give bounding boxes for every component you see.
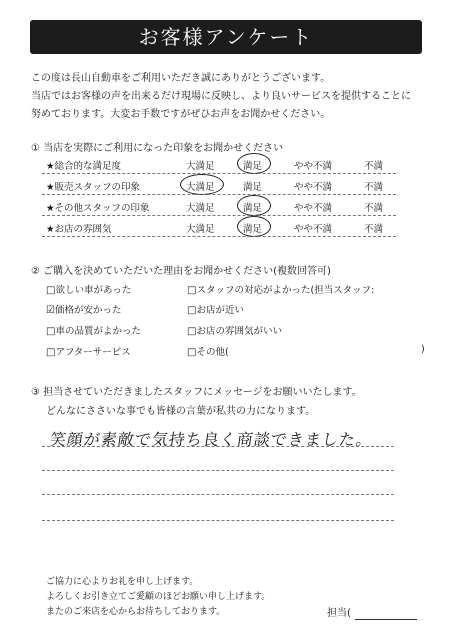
q1-option[interactable]: 満足 bbox=[243, 161, 263, 172]
q1-option[interactable]: やや不満 bbox=[294, 182, 333, 193]
q1-option[interactable]: 大満足 bbox=[186, 224, 215, 235]
q1-row-divider bbox=[42, 173, 396, 174]
q2-option-atmosphere[interactable]: □お店の雰囲気がいい bbox=[187, 326, 282, 337]
q1-option[interactable]: 満足 bbox=[243, 224, 263, 235]
q3-heading: ③ 担当させていただきましたスタッフにメッセージをお願いいたします。 bbox=[31, 387, 362, 398]
selection-circle bbox=[237, 216, 271, 237]
q2-option-after-service[interactable]: □アフターサービス bbox=[46, 347, 131, 358]
q1-option[interactable]: 不満 bbox=[364, 224, 384, 235]
q1-option[interactable]: 満足 bbox=[243, 182, 263, 193]
q1-option[interactable]: やや不満 bbox=[294, 224, 333, 235]
selection-circle bbox=[180, 174, 224, 195]
q1-option[interactable]: やや不満 bbox=[294, 203, 333, 214]
q2-option-price[interactable]: ☑価格が安かった bbox=[46, 305, 122, 316]
intro-line-1: この度は長山自動車をご利用いただき誠にありがとうございます。 bbox=[31, 73, 331, 84]
message-line-4 bbox=[42, 520, 394, 521]
q1-option[interactable]: 大満足 bbox=[186, 203, 215, 214]
selection-circle bbox=[237, 195, 271, 216]
intro-line-2: 当店ではお客様の声を出来るだけ現場に反映し、より良いサービスを提供することに bbox=[31, 91, 411, 102]
q2-option-other[interactable]: □その他( bbox=[187, 347, 229, 358]
q1-row-label: ★その他スタッフの印象 bbox=[46, 203, 150, 214]
q1-option[interactable]: 不満 bbox=[364, 182, 384, 193]
checkbox-icon[interactable]: □ bbox=[46, 326, 56, 337]
footer-line-2: よろしくお引き立てご愛顧のほどお願い申し上げます。 bbox=[46, 592, 271, 602]
q1-row-divider bbox=[42, 215, 396, 216]
q2-heading: ② ご購入を決めていただいた理由をお聞かせください(複数回答可) bbox=[31, 266, 331, 277]
q2-option-near[interactable]: □お店が近い bbox=[187, 305, 244, 316]
footer-line-1: ご協力に心よりお礼を申し上げます。 bbox=[46, 577, 199, 587]
q1-row-label: ★総合的な満足度 bbox=[46, 161, 122, 172]
q1-option[interactable]: 不満 bbox=[364, 161, 384, 172]
q1-option[interactable]: 満足 bbox=[243, 203, 263, 214]
checkbox-icon[interactable]: □ bbox=[46, 285, 56, 296]
intro-line-3: 努めております。大変お手数ですがぜひお声をお聞かせください。 bbox=[31, 109, 331, 120]
footer-line-3: またのご来店を心からお待ちしております。 bbox=[46, 607, 226, 617]
q1-option[interactable]: 大満足 bbox=[186, 161, 215, 172]
checkbox-checked-icon[interactable]: ☑ bbox=[46, 305, 55, 316]
survey-title: お客様アンケート bbox=[30, 20, 422, 54]
checkbox-icon[interactable]: □ bbox=[187, 326, 197, 337]
selection-circle bbox=[237, 153, 271, 174]
q1-option[interactable]: やや不満 bbox=[294, 161, 333, 172]
staff-signature-line[interactable] bbox=[355, 619, 417, 620]
q1-row-divider bbox=[42, 194, 396, 195]
q3-subheading: どんなにささいな事でも皆様の言葉が私共の力になります。 bbox=[46, 406, 316, 417]
q1-option[interactable]: 不満 bbox=[364, 203, 384, 214]
q2-option-quality[interactable]: □車の品質がよかった bbox=[46, 326, 141, 337]
message-line-1 bbox=[42, 446, 394, 447]
message-line-3 bbox=[42, 494, 394, 495]
q2-other-close-paren: ) bbox=[421, 344, 425, 355]
q2-option-want-car[interactable]: □欲しい車があった bbox=[46, 285, 132, 296]
message-line-2 bbox=[42, 470, 394, 471]
q1-row-divider bbox=[42, 236, 396, 237]
checkbox-icon[interactable]: □ bbox=[187, 347, 197, 358]
handwritten-message[interactable]: 笑顔が素敵で気持ち良く商談できました。 bbox=[48, 430, 375, 449]
checkbox-icon[interactable]: □ bbox=[46, 347, 56, 358]
q1-row-label: ★販売スタッフの印象 bbox=[46, 182, 141, 193]
q1-option[interactable]: 大満足 bbox=[186, 182, 215, 193]
q2-option-staff[interactable]: □スタッフの対応がよかった(担当スタッフ: bbox=[187, 285, 375, 296]
checkbox-icon[interactable]: □ bbox=[187, 305, 197, 316]
checkbox-icon[interactable]: □ bbox=[187, 285, 197, 296]
q1-row-label: ★お店の雰囲気 bbox=[46, 224, 112, 235]
staff-label: 担当( bbox=[327, 608, 351, 619]
q1-heading: ① 当店を実際にご利用になった印象をお聞かせください bbox=[31, 143, 284, 154]
